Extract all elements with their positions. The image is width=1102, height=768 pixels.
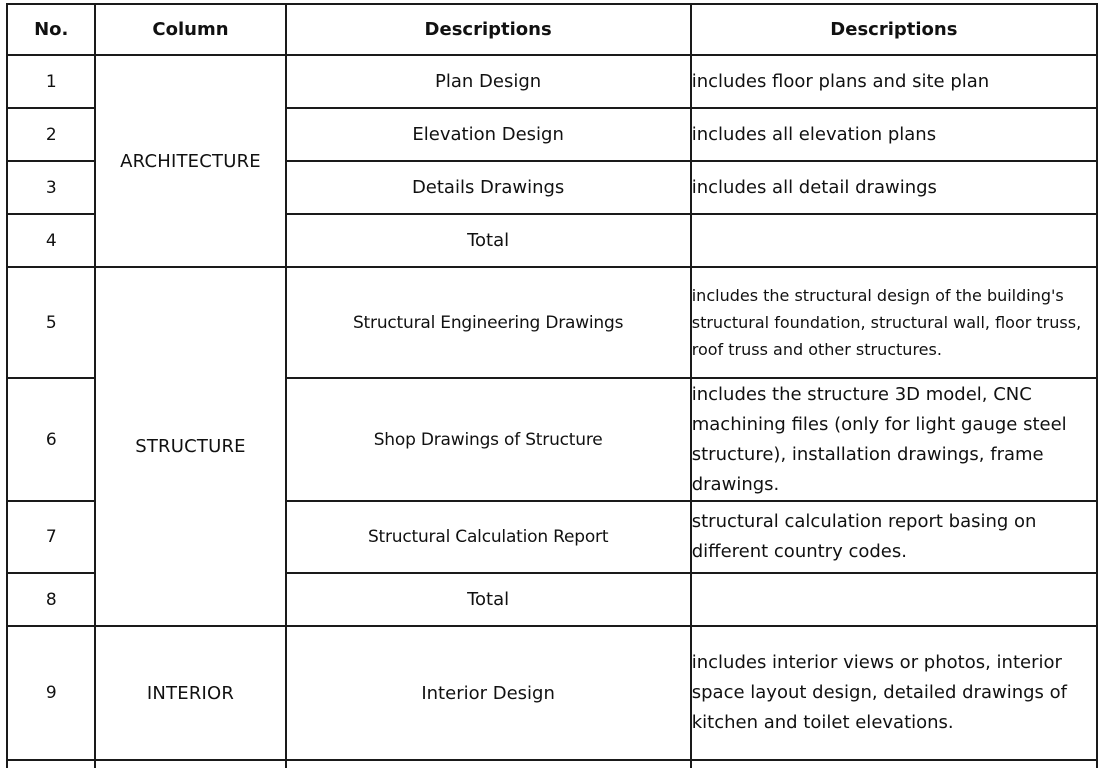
table-row — [7, 626, 1097, 760]
item-detail: includes the structural design of the building's structural foundation, structural wall, floor truss, roof truss and other structures. — [691, 267, 1097, 378]
row-number: 1 — [7, 55, 95, 108]
item-total: Total — [286, 573, 691, 626]
item-detail: includes all detail drawings — [691, 161, 1097, 214]
group-architecture: ARCHITECTURE — [95, 55, 285, 267]
table-row-partial — [7, 760, 1097, 768]
item-detail: includes the structure 3D model, CNC machining files (only for light gauge steel structure), installation drawings, frame drawings. — [691, 378, 1097, 501]
item-name: Structural Engineering Drawings — [286, 267, 691, 378]
header-descriptions: Descriptions — [286, 4, 691, 55]
item-detail — [691, 573, 1097, 626]
item-detail: includes interior views or photos, interior space layout design, detailed drawings of kitchen and toilet elevations. — [691, 626, 1097, 760]
group-interior: INTERIOR — [95, 626, 285, 760]
row-number: 9 — [7, 626, 95, 760]
item-name: Shop Drawings of Structure — [286, 378, 691, 501]
row-number: 5 — [7, 267, 95, 378]
item-detail: structural calculation report basing on different country codes. — [691, 501, 1097, 573]
item-detail: includes floor plans and site plan — [691, 55, 1097, 108]
item-name: Details Drawings — [286, 161, 691, 214]
item-name — [286, 760, 691, 768]
item-detail — [691, 214, 1097, 267]
row-number: 7 — [7, 501, 95, 573]
item-name: Plan Design — [286, 55, 691, 108]
row-number: 2 — [7, 108, 95, 161]
item-name: Structural Calculation Report — [286, 501, 691, 573]
header-details: Descriptions — [691, 4, 1097, 55]
services-table — [6, 3, 1098, 768]
header-column: Column — [95, 4, 285, 55]
row-number: 8 — [7, 573, 95, 626]
row-number: 4 — [7, 214, 95, 267]
row-number: 3 — [7, 161, 95, 214]
item-name: Interior Design — [286, 626, 691, 760]
table-row — [7, 55, 1097, 108]
group-cell — [95, 760, 285, 768]
group-structure: STRUCTURE — [95, 267, 285, 626]
item-detail — [691, 760, 1097, 768]
item-total: Total — [286, 214, 691, 267]
header-no: No. — [7, 4, 95, 55]
row-number — [7, 760, 95, 768]
row-number: 6 — [7, 378, 95, 501]
table-header-row — [7, 4, 1097, 55]
item-detail: includes all elevation plans — [691, 108, 1097, 161]
item-name: Elevation Design — [286, 108, 691, 161]
table-row — [7, 267, 1097, 378]
